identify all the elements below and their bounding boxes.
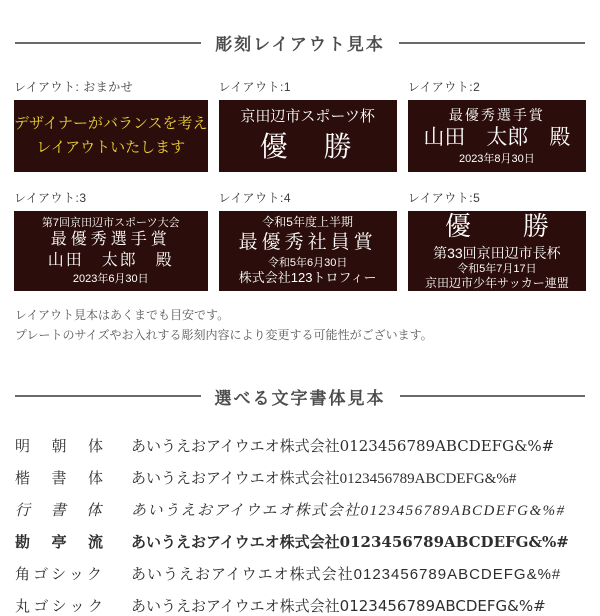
- plate-label: レイアウト:3: [14, 191, 87, 205]
- layout-note-line: プレートのサイズやお入れする彫刻内容により変更する可能性がございます。: [15, 327, 433, 342]
- plate-label: レイアウト:5: [407, 191, 481, 205]
- font-name: 勘亭流: [15, 532, 103, 551]
- font-name: 丸ゴシック: [15, 596, 103, 615]
- layout-note-line: レイアウト見本はあくまでも目安です。: [15, 308, 230, 322]
- plate-card-layout2: [408, 78, 586, 172]
- font-name: 楷書体: [15, 470, 103, 487]
- font-samples-header: [15, 384, 585, 409]
- plate-line: デザイナーがバランスを考え: [14, 115, 208, 132]
- divider-line: [15, 395, 201, 397]
- layout-samples-title: 彫刻レイアウト見本: [215, 35, 385, 54]
- plate-line: 第33回京田辺市長杯: [433, 244, 561, 261]
- plate-label: レイアウト: おまかせ: [14, 80, 134, 94]
- font-row-kakugothic: [15, 563, 585, 584]
- divider-line: [400, 395, 586, 397]
- font-sample-text: あいうえおアイウエオ株式会社0123456789ABCDEFG&%#: [131, 565, 562, 583]
- plate-line: 山田 太郎 殿: [47, 252, 174, 269]
- plate-label: レイアウト:1: [218, 80, 292, 94]
- layout-samples-header: [15, 0, 585, 55]
- layout-notes: [15, 306, 585, 346]
- font-name: 明朝体: [15, 436, 103, 455]
- font-row-kaisho: [15, 467, 585, 488]
- plate-line: 令和5年7月17日: [457, 263, 537, 276]
- plate-line: レイアウトいたします: [36, 139, 186, 156]
- font-row-kanteiryu: [15, 531, 585, 552]
- plate-line: 令和5年6月30日: [267, 256, 348, 269]
- plate-line: 株式会社123トロフィー: [238, 269, 377, 285]
- font-sample-text: あいうえおアイウエオ株式会社0123456789ABCDEFG&%#: [131, 436, 555, 455]
- plate-label: レイアウト:4: [218, 191, 292, 205]
- plate-card-layout1: [219, 78, 397, 172]
- plate-surface: [14, 100, 208, 172]
- plate-card-omakase: [14, 78, 208, 172]
- plate-line: 最優秀社員賞: [238, 231, 377, 253]
- plate-line: 京田辺市スポーツ杯: [240, 108, 375, 126]
- plate-line: 優 勝: [259, 130, 356, 162]
- plate-line: 最優秀選手賞: [448, 107, 545, 124]
- plate-label: レイアウト:2: [407, 80, 481, 94]
- plate-card-layout5: [408, 189, 586, 291]
- font-name: 角ゴシック: [15, 565, 103, 583]
- plate-surface: [408, 100, 586, 172]
- plate-line: 優 勝: [444, 211, 549, 242]
- plate-line: 2023年6月30日: [72, 272, 149, 285]
- font-row-mincho: [15, 435, 585, 456]
- font-row-gyosho: [15, 499, 585, 520]
- plates-grid: [14, 78, 586, 291]
- font-samples-title: 選べる文字書体見本: [214, 388, 386, 408]
- plate-line: 京田辺市少年サッカー連盟: [424, 276, 569, 291]
- font-row-marugothic: [15, 595, 585, 616]
- font-name: 行書体: [15, 502, 103, 519]
- plate-line: 第7回京田辺市スポーツ大会: [41, 216, 180, 229]
- font-sample-table: [15, 435, 585, 616]
- plate-line: 山田 太郎 殿: [423, 126, 571, 150]
- plate-surface: [219, 211, 397, 291]
- plate-line: 2023年8月30日: [458, 152, 535, 165]
- font-sample-text: あいうえおアイウエオ株式会社0123456789ABCDEFG&%#: [131, 470, 517, 487]
- font-sample-text: あいうえおアイウエオ株式会社0123456789ABCDEFG&%#: [131, 532, 569, 551]
- plate-surface: [219, 100, 397, 172]
- plate-card-layout4: [219, 189, 397, 291]
- plate-surface: [14, 211, 208, 291]
- divider-line: [399, 42, 585, 44]
- plate-surface: [408, 211, 586, 291]
- plate-line: 最優秀選手賞: [50, 231, 171, 249]
- font-sample-text: あいうえおアイウエオ株式会社0123456789ABCDEFG&%#: [131, 596, 546, 615]
- plate-line: 令和5年度上半期: [262, 215, 353, 230]
- plate-card-layout3: [14, 189, 208, 291]
- font-sample-text: あいうえおアイウエオ株式会社0123456789ABCDEFG&%#: [131, 502, 566, 519]
- divider-line: [15, 42, 201, 44]
